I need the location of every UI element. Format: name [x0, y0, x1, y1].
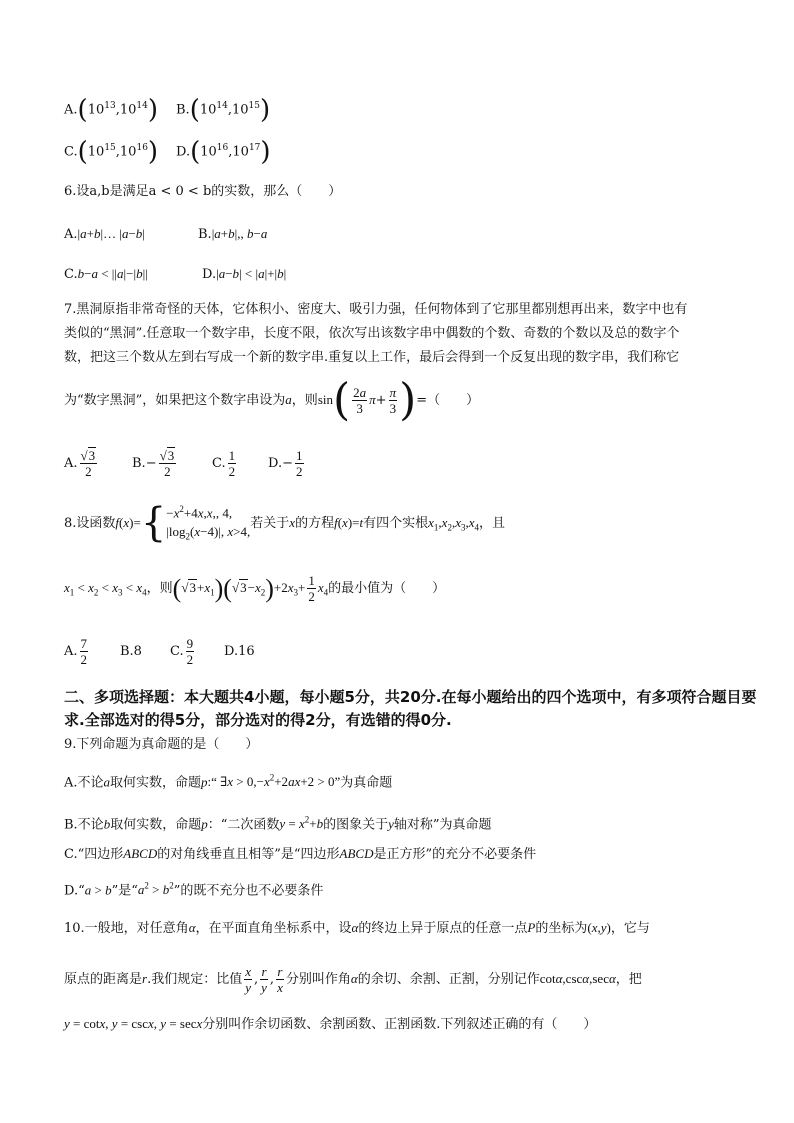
q8-line-1: 8.设函数f(x)={ $-x^2+4x,x$,, 4, $|\log_2(x-4)|$, x>4, 若关于x的方程f(x)=t有四个实根$x_1,x_2,x_3,x_4$，且: [64, 500, 506, 547]
q5-option-a: $A.(10^{13},10^{14})$: [64, 94, 158, 125]
q8-option-d: D.16: [224, 644, 255, 659]
q7-line-1: 7.黑洞原指非常奇怪的天体，它体积小、密度大、吸引力强，任何物体到了它那里都别想再出来，数字中也有: [64, 302, 688, 317]
q7-option-a: A. $\frac{√3}{2}$: [64, 448, 96, 479]
q7-line-3: 数，把这三个数从左到右写成一个新的数字串.重复以上工作，最后会得到一个反复出现的数字串，我们称它: [64, 350, 680, 365]
q6-stem: 6.设a,b是满足a < 0 < b的实数，那么（ ）: [64, 184, 342, 199]
q8-option-a: A. $\frac{7}{2}$: [64, 636, 88, 667]
q5-option-d: $D.(10^{16},10^{17})$: [176, 136, 271, 167]
q7-options: [64, 444, 754, 484]
q9-stem: 9.下列命题为真命题的是（ ）: [64, 737, 259, 752]
q10-line-2: 原点的距离是r.我们规定：比值 $\frac{x}{y}$ , $\frac{r}{y}$ , $\frac{r}{x}$ 分别叫作角α的余切、余割、正割，分别记作cotα,cscα,secα，把: [64, 964, 642, 995]
q6-option-d: D.|a−b| < |a|+|b|: [202, 266, 287, 282]
q7-line-2: 类似的“黑洞”.任意取一个数字串，长度不限，依次写出该数字串中偶数的个数、奇数的个数以及总的数字个: [64, 326, 680, 341]
q5-option-c: $C.(10^{15},10^{16})$: [64, 136, 159, 167]
q6-option-b: B.|a+b|,, b−a: [198, 226, 268, 242]
q5-option-b: $B.(10^{14},10^{15})$: [176, 94, 271, 125]
q7-line-4: 为“数字黑洞”，如果把这个数字串设为a，则sin( $\frac{2a}{3}$ π+ $\frac{\pi}{3}$ )=（ ）: [64, 374, 480, 426]
q10-line-1: 10.一般地，对任意角α，在平面直角坐标系中，设α的终边上异于原点的任意一点P的坐标为(x,y)，它与: [64, 920, 650, 936]
q5-options-row-1: [64, 94, 754, 125]
q9-option-b: B.不论b取何实数，命题p：“二次函数$y = x^2+b$的图象关于y轴对称”为真命题: [64, 815, 492, 833]
q6-options-row-2: [64, 266, 754, 283]
q7-option-b: B.− $\frac{√3}{2}$: [132, 448, 175, 479]
q9-option-c: C.“四边形ABCD的对角线垂直且相等”是“四边形ABCD是正方形”的充分不必要条件: [64, 846, 537, 862]
q8-options: [64, 632, 754, 672]
q7-option-c: C. $\frac{1}{2}$: [212, 448, 236, 479]
q8-line-2: $x_1 < x_2 < x_3 < x_4$，则$(√3+x_1)(√3-x_2)+2x_3+$ $\frac{1}{2}$ $x_4$的最小值为（ ）: [64, 573, 446, 604]
q5-options-row-2: [64, 136, 754, 167]
q9-option-d: D.“a > b”是“$a^2 > b^2$”的既不充分也不必要条件: [64, 881, 324, 899]
section-2-heading: 二、多项选择题：本大题共4小题，每小题5分，共20分.在每小题给出的四个选项中，有多项符合题目要求.全部选对的得5分，部分选对的得2分，有选错的得0分.: [64, 688, 757, 729]
q8-option-c: C. $\frac{9}{2}$: [170, 636, 194, 667]
q7-option-d: D.− $\frac{1}{2}$: [268, 448, 303, 479]
q9-option-a: A.不论a取何实数，命题p:“ ∃x > $0,-x^2+2ax+2 > 0$”为真命题: [64, 773, 393, 791]
q6-option-a: A.|a+b|… |a−b|: [64, 226, 145, 242]
q8-option-b: B.8: [120, 644, 142, 659]
q6-option-c: C.b−a < ||a|−|b||: [64, 266, 148, 282]
q6-options-row-1: [64, 226, 754, 243]
q10-line-3: y = cotx, y = cscx, y = secx分别叫作余切函数、余割函数、正割函数.下列叙述正确的有（ ）: [64, 1016, 597, 1032]
